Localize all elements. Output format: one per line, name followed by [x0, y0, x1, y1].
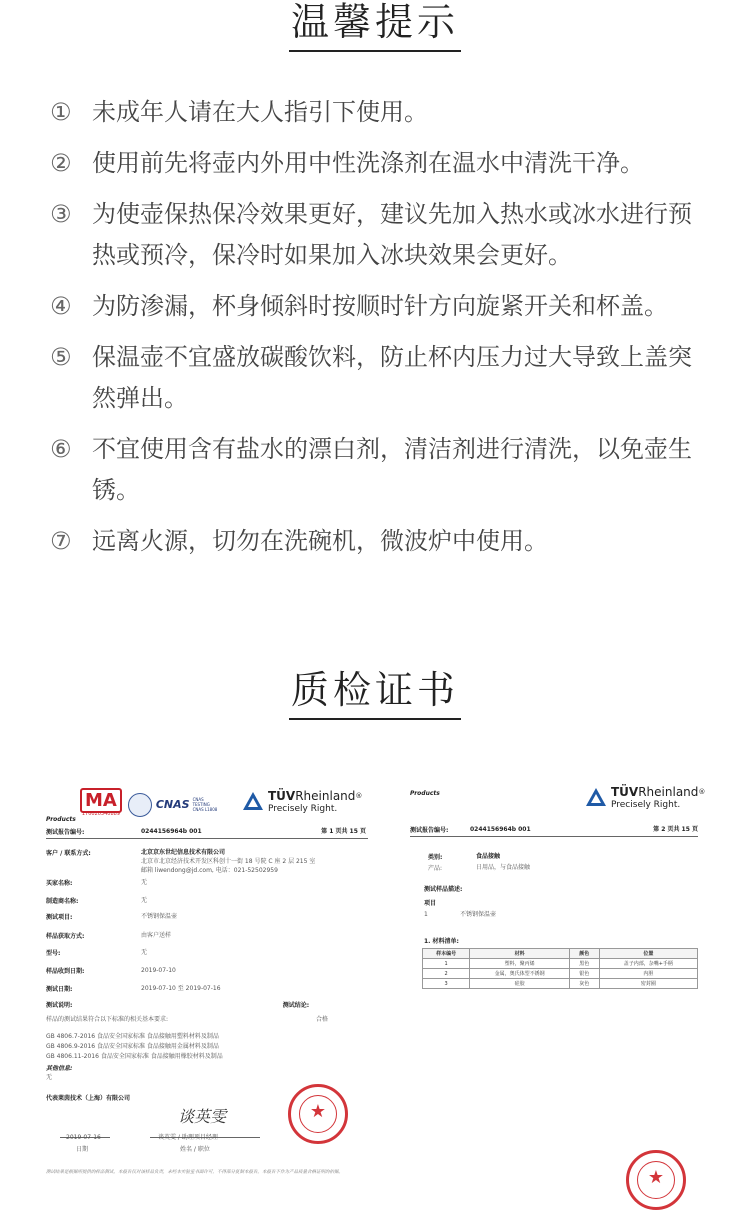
tip-item — [50, 194, 710, 276]
tip-text: 为使壶保热保冷效果更好，建议先加入热水或冰水进行预热或预冷，保冷时如果加入冰块效果会更好。 — [92, 200, 692, 269]
tip-text: 不宜使用含有盐水的漂白剂，清洁剂进行清洗，以免壶生锈。 — [92, 435, 692, 504]
conclusion: 合格 — [316, 1016, 329, 1023]
product-row: 产品: 日用品，与食品接触 — [428, 864, 531, 872]
tips-title: 温馨提示 — [289, 0, 461, 52]
tuv-seal-stamp — [626, 1150, 686, 1210]
table-header: 样本编号 — [423, 949, 470, 959]
maker-row: 制造商名称: 无 — [46, 897, 148, 905]
date-caption: 日期 — [76, 1146, 89, 1153]
tuv-slogan: Precisely Right. — [611, 800, 681, 810]
ma-number: 170020340889 — [81, 811, 121, 817]
report-no: 0244156964b 001 — [141, 828, 202, 835]
table-row: 2 金属，奥氏体型不锈钢 银色 内胆 — [423, 969, 698, 979]
certificate-page-1 — [38, 782, 378, 1202]
standard-3: GB 4806.11-2016 食品安全国家标准 食品接触用橡胶材料及制品 — [46, 1053, 223, 1060]
report-no: 0244156964b 001 — [470, 826, 531, 833]
tip-number: ① — [50, 98, 72, 126]
footer-note: 测试结果是根据所提供的样品测试，本报告仅对该样品负责，未经本实验室书面许可，不得部分复制本报告。本报告不作为产品质量合格证明的依据。 — [46, 1170, 343, 1175]
quality-section-title — [0, 668, 750, 720]
representative-row: 代表莱茵技术（上海）有限公司 — [46, 1095, 131, 1102]
tuv-brand-2: Rheinland — [295, 789, 356, 803]
item-head-row: 项目 — [424, 900, 437, 907]
standard-1: GB 4806.7-2016 食品安全国家标准 食品接触用塑料材料及制品 — [46, 1033, 219, 1040]
cnas-subtext: CNAS TESTING CNAS L1808 — [192, 797, 218, 812]
tip-item — [50, 286, 710, 327]
page-number: 第 2 页共 15 页 — [653, 826, 698, 833]
ilac-logo-icon — [128, 793, 152, 817]
material-list-title: 1. 材料清单: — [424, 938, 459, 945]
tip-item — [50, 337, 710, 419]
tip-item — [50, 521, 710, 562]
quality-title: 质检证书 — [289, 668, 461, 720]
divider — [410, 836, 698, 837]
sampling-row: 样品获取方式: 由客户送样 — [46, 932, 172, 940]
ma-mark: MA — [80, 788, 122, 813]
tuv-seal-stamp — [288, 1084, 348, 1144]
tuv-reg: ® — [355, 792, 363, 800]
cnas-logo: CNAS — [155, 798, 190, 811]
report-no-row: 测试报告编号: 0244156964b 001 第 1 页共 15 页 — [46, 828, 366, 836]
products-label: Products — [410, 790, 440, 797]
signer-caption: 姓名 / 职位 — [180, 1146, 210, 1153]
table-header: 材料 — [470, 949, 570, 959]
page-number: 第 1 页共 15 页 — [321, 828, 366, 835]
table-header-row — [423, 949, 698, 959]
tip-text: 保温壶不宜盛放碳酸饮料，防止杯内压力过大导致上盖突然弹出。 — [92, 343, 692, 412]
tip-item — [50, 92, 710, 133]
tuv-brand: TÜV — [268, 789, 296, 803]
client-row: 客户 / 联系方式: 北京京东世纪信息技术有限公司 北京市北京经济技术开发区科创十一街 18 号院 C 座 2 层 215 室 邮箱 liwendong@jd.com, 电话：021-52502959 — [46, 849, 316, 874]
material-table — [422, 948, 698, 989]
tuv-brand: TÜV — [611, 785, 639, 799]
stamp-star-icon: ★ — [647, 1167, 665, 1188]
tuv-triangle-icon — [586, 788, 606, 806]
table-row: 3 硅胶 灰色 密封圈 — [423, 979, 698, 989]
tip-number: ③ — [50, 200, 72, 228]
table-header: 位置 — [599, 949, 697, 959]
other-info-row: 其他信息: — [46, 1065, 73, 1072]
tip-item — [50, 143, 710, 184]
report-no-row: 测试报告编号: 0244156964b 001 第 2 页共 15 页 — [410, 826, 698, 834]
item-row: 测试项目: 不锈钢保温壶 — [46, 913, 178, 921]
tuv-slogan: Precisely Right. — [268, 804, 338, 814]
other-info-value: 无 — [46, 1074, 53, 1081]
tip-number: ② — [50, 149, 72, 177]
test-date-row: 测试日期: 2019-07-10 至 2019-07-16 — [46, 985, 221, 993]
tuv-logo — [243, 790, 362, 815]
signature: 谈英雯 — [178, 1107, 227, 1126]
recv-row: 样品收到日期: 2019-07-10 — [46, 967, 176, 975]
tip-text: 为防渗漏，杯身倾斜时按顺时针方向旋紧开关和杯盖。 — [92, 292, 668, 320]
tip-text: 远离火源，切勿在洗碗机，微波炉中使用。 — [92, 527, 548, 555]
tuv-triangle-icon — [243, 792, 263, 810]
tips-list — [50, 92, 710, 572]
buyer-row: 买家名称: 无 — [46, 879, 148, 887]
table-row: 1 塑料，聚丙烯 黑色 盖子内部，杂嘴+手柄 — [423, 959, 698, 969]
table-header: 颜色 — [569, 949, 599, 959]
tip-number: ⑤ — [50, 343, 72, 371]
tuv-reg: ® — [698, 788, 706, 796]
tuv-logo — [586, 786, 705, 811]
desc-text-row: 样品的测试结果符合以下标准的相关基本要求: 合格 — [46, 1016, 329, 1023]
divider — [46, 838, 368, 839]
certificate-page-2 — [408, 782, 708, 1207]
sample-desc-row: 测试样品描述: — [424, 886, 463, 893]
desc-row: 测试说明: 测试结论: — [46, 1002, 310, 1009]
ma-logo — [80, 792, 122, 817]
tips-section-title — [0, 0, 750, 52]
category-row: 类别: 食品接触 — [428, 853, 501, 861]
tip-number: ⑦ — [50, 527, 72, 555]
tip-number: ⑥ — [50, 435, 72, 463]
tuv-brand-2: Rheinland — [638, 785, 699, 799]
tip-item — [50, 429, 710, 511]
signer: 谈英雯 / 助理项目经理 — [158, 1134, 218, 1141]
sign-date: 2019-07-16 — [66, 1134, 101, 1141]
standard-2: GB 4806.9-2016 食品安全国家标准 食品接触用金属材料及制品 — [46, 1043, 219, 1050]
stamp-star-icon: ★ — [309, 1101, 327, 1122]
tip-text: 使用前先将壶内外用中性洗涤剂在温水中清洗干净。 — [92, 149, 644, 177]
tip-text: 未成年人请在大人指引下使用。 — [92, 98, 428, 126]
item-row: 1 不锈钢保温壶 — [424, 911, 497, 918]
products-label: Products — [46, 816, 76, 823]
model-row: 型号: 无 — [46, 949, 148, 957]
accreditation-logos — [80, 792, 219, 817]
tip-number: ④ — [50, 292, 72, 320]
